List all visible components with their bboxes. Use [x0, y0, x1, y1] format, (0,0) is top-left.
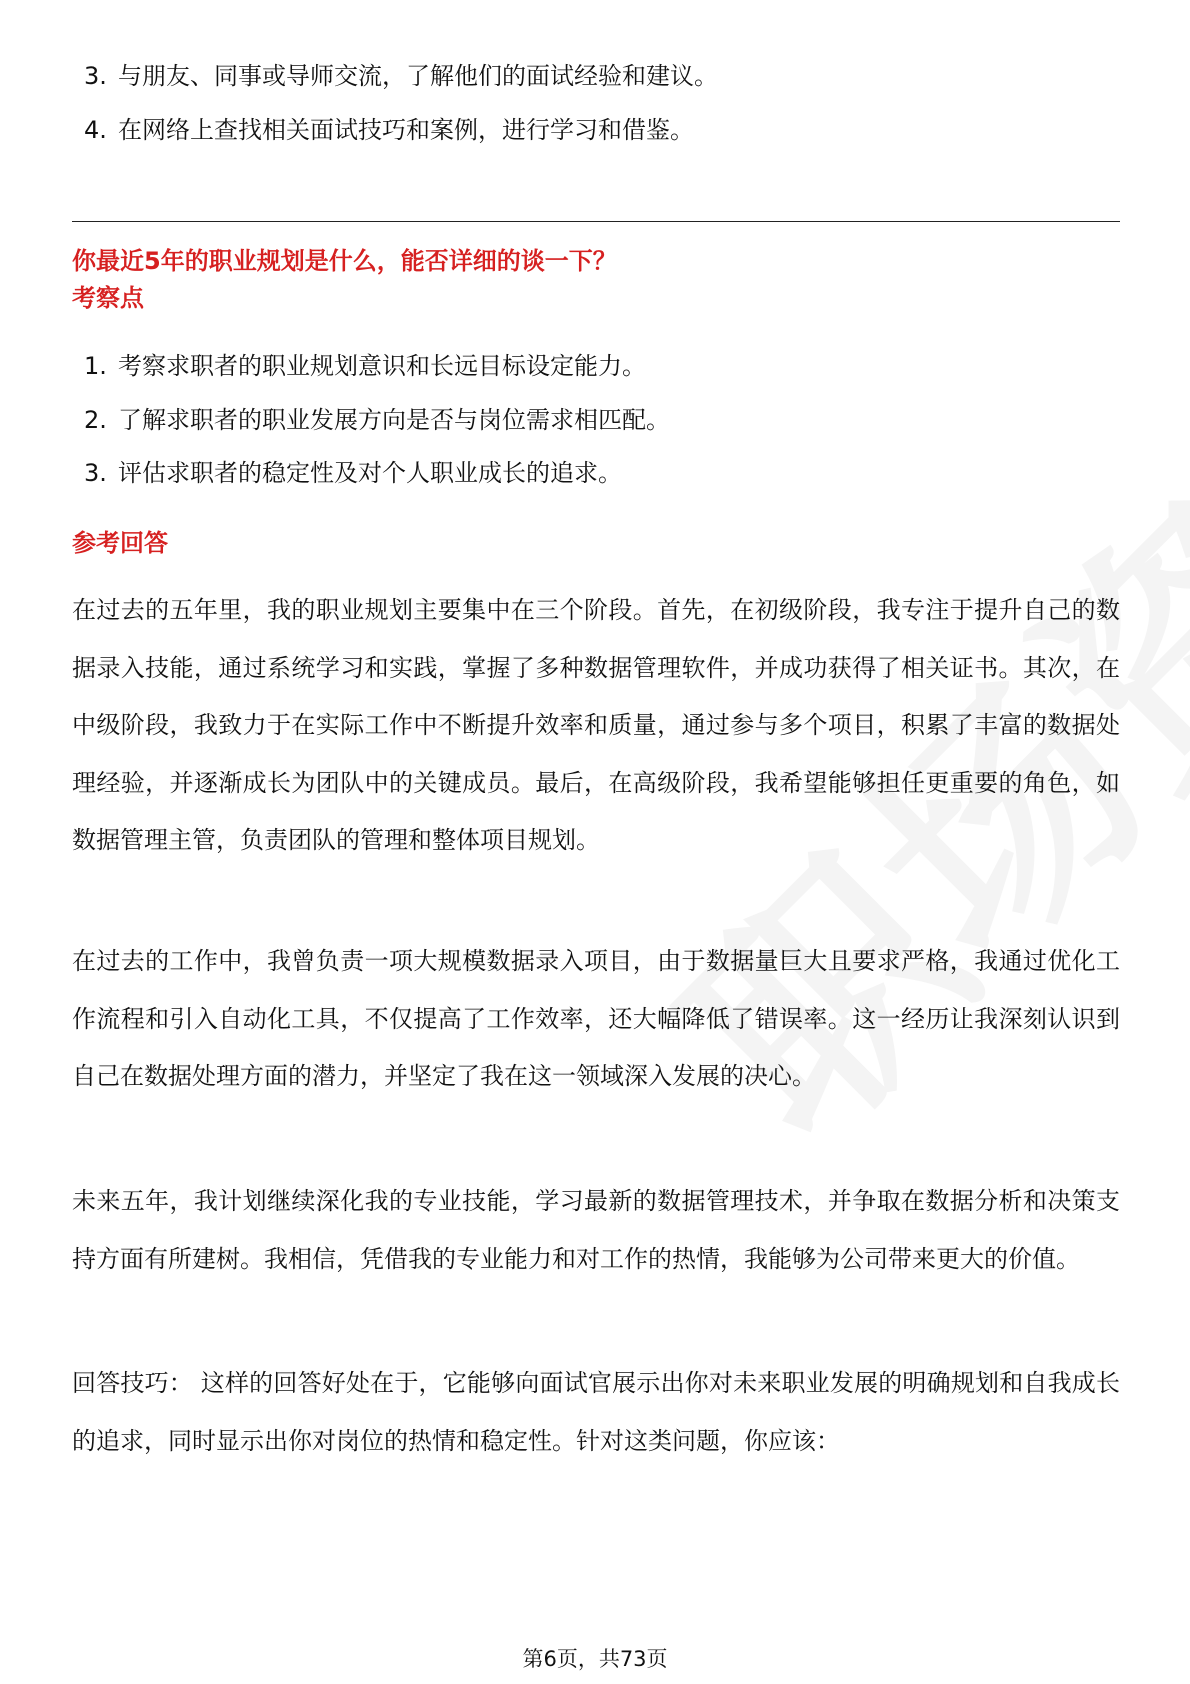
- list-text: 在网络上查找相关面试技巧和案例，进行学习和借鉴。: [118, 116, 694, 144]
- list-item: [84, 114, 694, 146]
- list-number: 4.: [84, 116, 107, 144]
- list-item: [84, 350, 646, 382]
- list-number: 3.: [84, 62, 107, 90]
- list-number: 2.: [84, 406, 107, 434]
- section-divider: [72, 221, 1120, 222]
- answer-paragraph: 在过去的五年里，我的职业规划主要集中在三个阶段。首先，在初级阶段，我专注于提升自己的数据录入技能，通过系统学习和实践，掌握了多种数据管理软件，并成功获得了相关证书。其次，在中级阶段，我致力于在实际工作中不断提升效率和质量，通过参与多个项目，积累了丰富的数据处理经验，并逐渐成长为团队中的关键成员。最后，在高级阶段，我希望能够担任更重要的角色，如数据管理主管，负责团队的管理和整体项目规划。: [72, 596, 1120, 855]
- exam-points-label: 考察点: [72, 284, 144, 312]
- question-heading: 你最近5年的职业规划是什么，能否详细的谈一下？: [72, 247, 617, 275]
- reference-answer-label: 参考回答: [72, 529, 168, 557]
- list-item: [84, 404, 670, 436]
- answer-paragraph: 未来五年，我计划继续深化我的专业技能，学习最新的数据管理技术，并争取在数据分析和决策支持方面有所建树。我相信，凭借我的专业能力和对工作的热情，我能够为公司带来更大的价值。: [72, 1187, 1120, 1273]
- answer-paragraph: 在过去的工作中，我曾负责一项大规模数据录入项目，由于数据量巨大且要求严格，我通过优化工作流程和引入自动化工具，不仅提高了工作效率，还大幅降低了错误率。这一经历让我深刻认识到自己在数据处理方面的潜力，并坚定了我在这一领域深入发展的决心。: [72, 947, 1120, 1091]
- list-number: 1.: [84, 352, 107, 380]
- list-item: [84, 457, 622, 489]
- list-text: 与朋友、同事或导师交流，了解他们的面试经验和建议。: [118, 62, 718, 90]
- list-text: 评估求职者的稳定性及对个人职业成长的追求。: [118, 459, 622, 487]
- page-footer: 第6页，共73页: [522, 1647, 668, 1671]
- answer-tips-paragraph: 回答技巧： 这样的回答好处在于，它能够向面试官展示出你对未来职业发展的明确规划和自我成长的追求，同时显示出你对岗位的热情和稳定性。针对这类问题，你应该：: [72, 1369, 1120, 1455]
- list-number: 3.: [84, 459, 107, 487]
- list-text: 考察求职者的职业规划意识和长远目标设定能力。: [118, 352, 646, 380]
- list-text: 了解求职者的职业发展方向是否与岗位需求相匹配。: [118, 406, 670, 434]
- list-item: [84, 60, 718, 92]
